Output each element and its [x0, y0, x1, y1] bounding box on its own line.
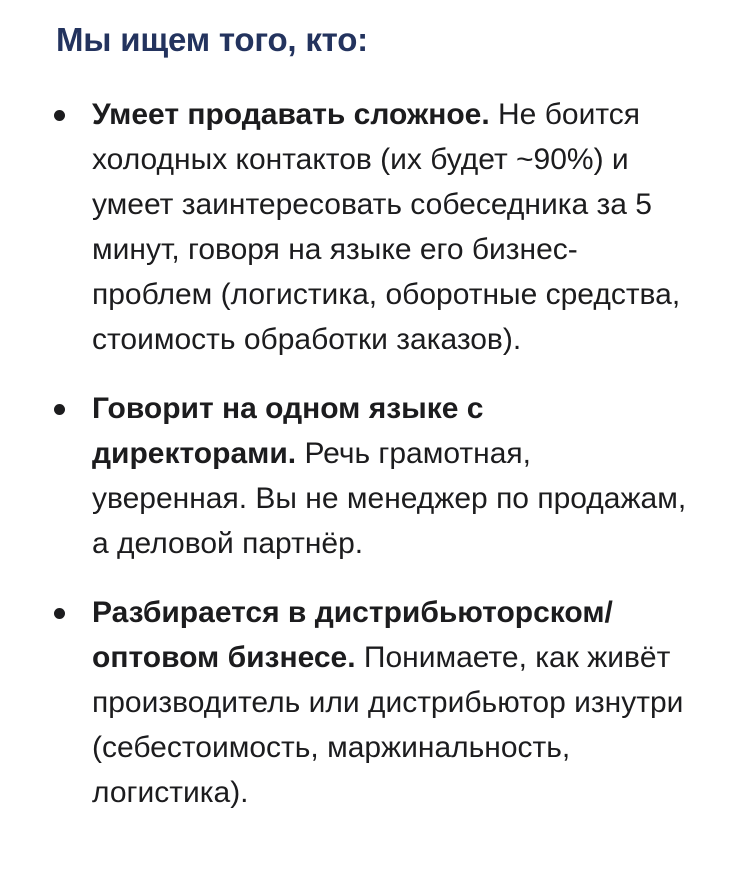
requirement-title: Разбирается в дистрибьюторском/ оптовом бизнесе.: [92, 596, 613, 674]
requirement-item: [0, 590, 750, 815]
requirement-text: Речь грамотная, уверенная. Вы не менеджер по продажам, а деловой партнёр.: [92, 437, 687, 560]
section-heading: Мы ищем того, кто:: [56, 21, 368, 58]
bullet-icon: [54, 404, 65, 415]
requirement-text: Не боится холодных контактов (их будет ~90%) и умеет заинтересовать собеседника за 5 минут, говоря на языке его бизнес-проблем (логистика, оборотные средства, стоимость обработки заказов).: [92, 98, 681, 356]
requirement-item: [0, 386, 750, 566]
requirements-list: [0, 92, 750, 815]
bullet-icon: [54, 608, 65, 619]
bullet-icon: [54, 110, 65, 121]
requirement-text: Понимаете, как живёт производитель или дистрибьютор изнутри (себестоимость, маржинальность, логистика).: [92, 641, 684, 809]
requirement-title: Умеет продавать сложное.: [92, 98, 499, 131]
requirement-item: [0, 92, 750, 362]
requirement-title: Говорит на одном языке с директорами.: [92, 392, 484, 470]
